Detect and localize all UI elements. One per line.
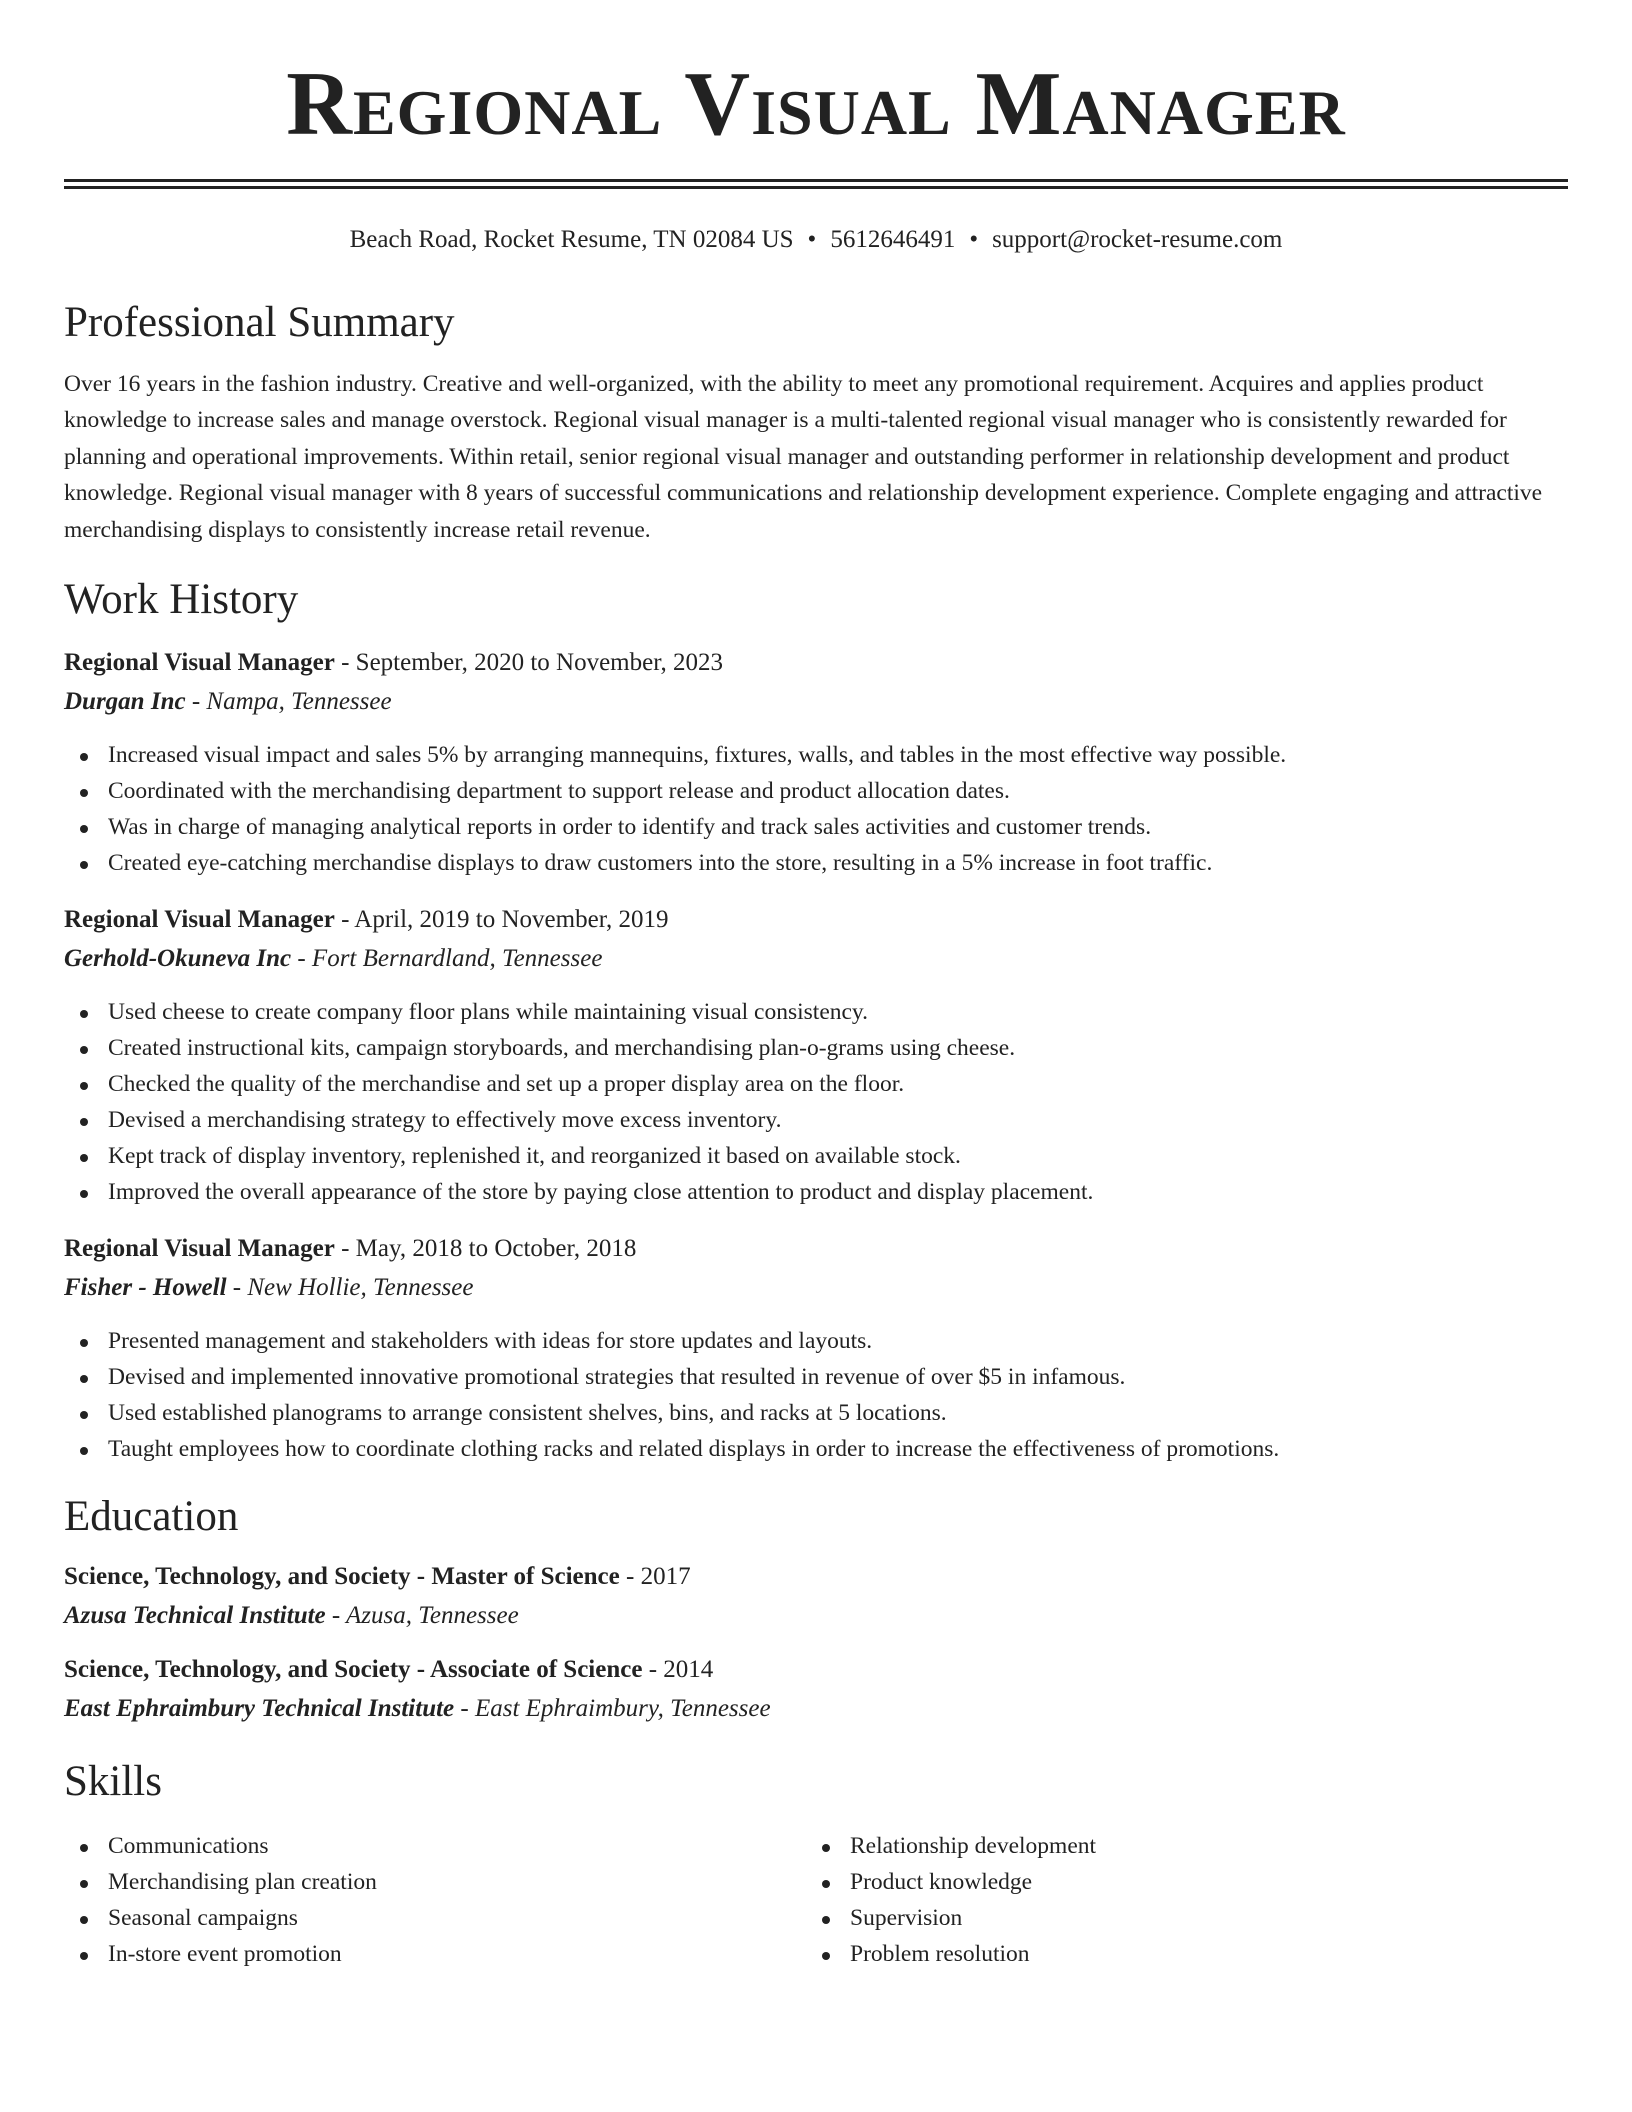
job-title-line <box>64 905 1568 935</box>
degree-name: Science, Technology, and Society - Associate of Science <box>64 1656 643 1684</box>
skills-columns <box>64 1828 1568 1972</box>
contact-address: Beach Road, Rocket Resume, TN 02084 US <box>349 226 794 253</box>
skill-item: Merchandising plan creation <box>64 1864 806 1900</box>
job-bullet: Kept track of display inventory, replenished it, and reorganized it based on available stock. <box>64 1138 1568 1174</box>
job-dates: - May, 2018 to October, 2018 <box>341 1234 637 1262</box>
skill-item: Communications <box>64 1828 806 1864</box>
job-company-line <box>64 944 1568 974</box>
school-name: East Ephraimbury Technical Institute <box>64 1695 455 1723</box>
contact-separator: • <box>807 226 817 253</box>
work-history-section <box>64 574 1568 1467</box>
education-heading: Education <box>64 1492 239 1540</box>
education-entry <box>64 1562 1568 1631</box>
work-history-heading: Work History <box>64 576 299 624</box>
job-bullet: Presented management and stakeholders with ideas for store updates and layouts. <box>64 1323 1568 1359</box>
degree-name: Science, Technology, and Society - Master of Science <box>64 1563 620 1591</box>
job-role: Regional Visual Manager <box>64 905 335 933</box>
job-entry <box>64 905 1568 1210</box>
school-line <box>64 1694 1568 1724</box>
school-name: Azusa Technical Institute <box>64 1602 326 1630</box>
job-dates: - September, 2020 to November, 2023 <box>341 648 724 676</box>
skills-left-column <box>64 1828 806 1972</box>
job-company-line <box>64 687 1568 717</box>
education-entry <box>64 1655 1568 1724</box>
job-bullet: Devised and implemented innovative promotional strategies that resulted in revenue of over $5 in infamous. <box>64 1359 1568 1395</box>
job-bullet: Improved the overall appearance of the store by paying close attention to product and display placement. <box>64 1174 1568 1210</box>
job-bullet: Used cheese to create company floor plans while maintaining visual consistency. <box>64 994 1568 1030</box>
degree-year: - 2017 <box>626 1563 691 1591</box>
skill-item: Seasonal campaigns <box>64 1900 806 1936</box>
summary-text: Over 16 years in the fashion industry. Creative and well-organized, with the ability to meet any promotional requirement. Acquires and applies product knowledge to increase sales and manage overstock. Regional visual manager is a multi-talented regional visual manager who is consistently rewarded for planning and operational improvements. Within retail, senior regional visual manager and outstanding performer in relationship development and product knowledge. Regional visual manager with 8 years of successful communications and relationship development experience. Complete engaging and attractive merchandising displays to consistently increase retail revenue. <box>64 370 1543 543</box>
job-title-line <box>64 648 1568 678</box>
skills-section <box>64 1756 1568 1972</box>
job-location: - Nampa, Tennessee <box>191 687 392 715</box>
job-bullet: Increased visual impact and sales 5% by arranging mannequins, fixtures, walls, and tables in the most effective way possible. <box>64 737 1568 773</box>
job-company: Gerhold-Okuneva Inc <box>64 944 292 972</box>
job-location: - New Hollie, Tennessee <box>232 1273 474 1301</box>
contact-line <box>64 225 1568 255</box>
degree-year: - 2014 <box>648 1656 714 1684</box>
job-bullet: Coordinated with the merchandising department to support release and product allocation dates. <box>64 773 1568 809</box>
job-bullet: Was in charge of managing analytical reports in order to identify and track sales activities and customer trends. <box>64 809 1568 845</box>
candidate-name: Regional Visual Manager <box>286 53 1346 154</box>
job-bullets <box>64 737 1568 881</box>
job-location: - Fort Bernardland, Tennessee <box>297 944 603 972</box>
job-bullets <box>64 994 1568 1210</box>
skill-item: Problem resolution <box>806 1936 1548 1972</box>
header-rule-bottom <box>64 186 1568 189</box>
skill-item: Product knowledge <box>806 1864 1548 1900</box>
job-company-line <box>64 1273 1568 1303</box>
job-bullet: Created eye-catching merchandise displays to draw customers into the store, resulting in a 5% increase in foot traffic. <box>64 845 1568 881</box>
skill-item: In-store event promotion <box>64 1936 806 1972</box>
job-entry <box>64 648 1568 881</box>
job-dates: - April, 2019 to November, 2019 <box>341 905 669 933</box>
job-role: Regional Visual Manager <box>64 648 335 676</box>
skills-right-column <box>806 1828 1548 1972</box>
job-company: Fisher - Howell <box>64 1273 227 1301</box>
school-location: - East Ephraimbury, Tennessee <box>460 1695 771 1723</box>
header-double-rule <box>64 179 1568 189</box>
job-title-line <box>64 1234 1568 1264</box>
job-company: Durgan Inc <box>64 687 186 715</box>
skill-item: Relationship development <box>806 1828 1548 1864</box>
job-bullet: Devised a merchandising strategy to effectively move excess inventory. <box>64 1102 1568 1138</box>
contact-phone: 5612646491 <box>830 226 956 253</box>
job-bullet: Created instructional kits, campaign storyboards, and merchandising plan-o-grams using cheese. <box>64 1030 1568 1066</box>
contact-email: support@rocket-resume.com <box>992 226 1283 253</box>
summary-heading: Professional Summary <box>64 299 455 346</box>
education-section <box>64 1491 1568 1725</box>
skill-item: Supervision <box>806 1900 1548 1936</box>
job-role: Regional Visual Manager <box>64 1234 335 1262</box>
school-line <box>64 1601 1568 1631</box>
contact-separator: • <box>969 226 979 253</box>
school-location: - Azusa, Tennessee <box>331 1602 519 1630</box>
job-bullet: Taught employees how to coordinate clothing racks and related displays in order to increase the effectiveness of promotions. <box>64 1431 1568 1467</box>
job-bullet: Checked the quality of the merchandise and set up a proper display area on the floor. <box>64 1066 1568 1102</box>
degree-line <box>64 1655 1568 1685</box>
degree-line <box>64 1562 1568 1592</box>
job-bullet: Used established planograms to arrange consistent shelves, bins, and racks at 5 locations. <box>64 1395 1568 1431</box>
job-bullets <box>64 1323 1568 1467</box>
professional-summary-section <box>64 297 1568 548</box>
job-entry <box>64 1234 1568 1467</box>
skills-heading: Skills <box>64 1758 162 1806</box>
